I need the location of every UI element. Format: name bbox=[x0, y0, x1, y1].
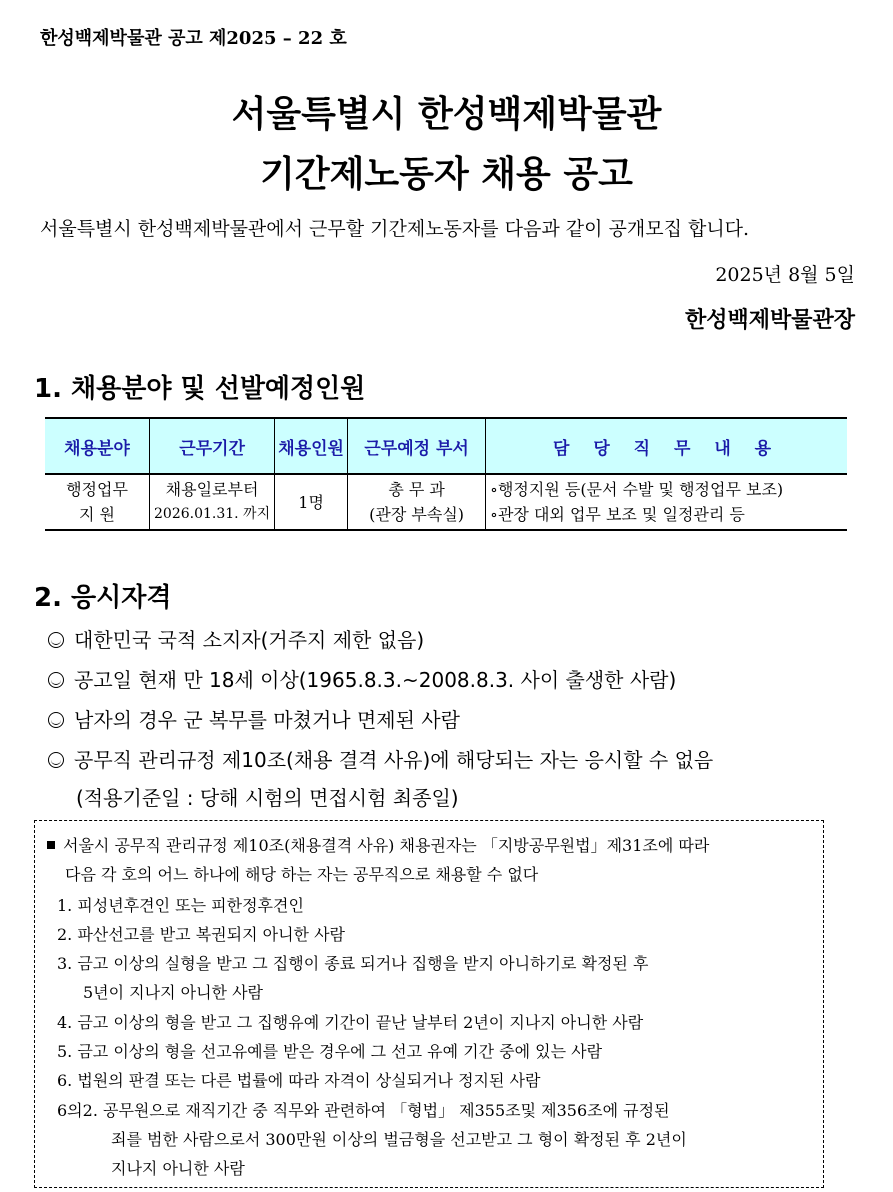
list-item: 공무직 관리규정 제10조(채용 결격 사유)에 해당되는 자는 응시할 수 없음 bbox=[48, 744, 713, 773]
header-dept: 근무예정 부서 bbox=[348, 418, 486, 474]
table-row bbox=[45, 474, 847, 530]
header-period: 근무기간 bbox=[150, 418, 275, 474]
cell-duty: ∘행정지원 등(문서 수발 및 행정업무 보조) ∘관장 대외 업무 보조 및 일정관리 등 bbox=[486, 474, 847, 530]
list-item: 5년이 지나지 아니한 사람 bbox=[83, 983, 263, 1002]
cell-field: 행정업무 지 원 bbox=[45, 474, 150, 530]
box-lead-line2: 다음 각 호의 어느 하나에 해당 하는 자는 공무직으로 채용할 수 없다 bbox=[65, 865, 539, 884]
list-item: 대한민국 국적 소지자(거주지 제한 없음) bbox=[48, 624, 424, 653]
header-field: 채용분야 bbox=[45, 418, 150, 474]
list-item: 남자의 경우 군 복무를 마쳤거나 면제된 사람 bbox=[48, 704, 460, 733]
recruitment-table bbox=[45, 417, 847, 531]
circle-bullet-icon bbox=[48, 632, 64, 648]
title-line1: 서울특별시 한성백제박물관 bbox=[231, 94, 662, 135]
notice-date: 2025년 8월 5일 bbox=[715, 264, 855, 286]
cell-dept: 총 무 과 (관장 부속실) bbox=[348, 474, 486, 530]
header-count: 채용인원 bbox=[275, 418, 348, 474]
list-item: 1. 피성년후견인 또는 피한정후견인 bbox=[57, 896, 304, 915]
section1-title: 1. 채용분야 및 선발예정인원 bbox=[34, 374, 366, 404]
notice-number: 한성백제박물관 공고 제2025 – 22 호 bbox=[40, 28, 347, 49]
title-line2: 기간제노동자 채용 공고 bbox=[260, 154, 633, 195]
list-item: 6의2. 공무원으로 재직기간 중 직무와 관련하여 「형법」 제355조및 제356조에 규정된 bbox=[57, 1101, 670, 1120]
square-bullet-icon bbox=[47, 841, 55, 849]
list-item: 3. 금고 이상의 실형을 받고 그 집행이 종료 되거나 집행을 받지 아니하기로 확정된 후 bbox=[57, 954, 649, 973]
qualification-note: (적용기준일 : 당해 시험의 면접시험 최종일) bbox=[76, 786, 459, 810]
cell-count: 1명 bbox=[275, 474, 348, 530]
cell-period: 채용일로부터 2026.01.31. 까지 bbox=[150, 474, 275, 530]
circle-bullet-icon bbox=[48, 712, 64, 728]
intro-text: 서울특별시 한성백제박물관에서 근무할 기간제노동자를 다음과 같이 공개모집 합니다. bbox=[40, 218, 750, 240]
header-duty: 담 당 직 무 내 용 bbox=[486, 418, 847, 474]
list-item: 지나지 아니한 사람 bbox=[111, 1159, 245, 1178]
list-item: 5. 금고 이상의 형을 선고유예를 받은 경우에 그 선고 유예 기간 중에 있는 사람 bbox=[57, 1042, 603, 1061]
circle-bullet-icon bbox=[48, 752, 64, 768]
issuer-name: 한성백제박물관장 bbox=[684, 307, 855, 333]
list-item: 4. 금고 이상의 형을 받고 그 집행유예 기간이 끝난 날부터 2년이 지나지 아니한 사람 bbox=[57, 1013, 644, 1032]
circle-bullet-icon bbox=[48, 672, 64, 688]
section2-title: 2. 응시자격 bbox=[34, 583, 172, 613]
list-item: 공고일 현재 만 18세 이상(1965.8.3.~2008.8.3. 사이 출생한 사람) bbox=[48, 664, 676, 693]
list-item: 죄를 범한 사람으로서 300만원 이상의 벌금형을 선고받고 그 형이 확정된 후 2년이 bbox=[111, 1130, 687, 1149]
disqualification-box bbox=[34, 820, 824, 1188]
list-item: 2. 파산선고를 받고 복권되지 아니한 사람 bbox=[57, 925, 345, 944]
list-item: 6. 법원의 판결 또는 다른 법률에 따라 자격이 상실되거나 정지된 사람 bbox=[57, 1071, 541, 1090]
box-lead-line1: 서울시 공무직 관리규정 제10조(채용결격 사유) 채용권자는 「지방공무원법」제31조에 따라 bbox=[47, 833, 709, 856]
